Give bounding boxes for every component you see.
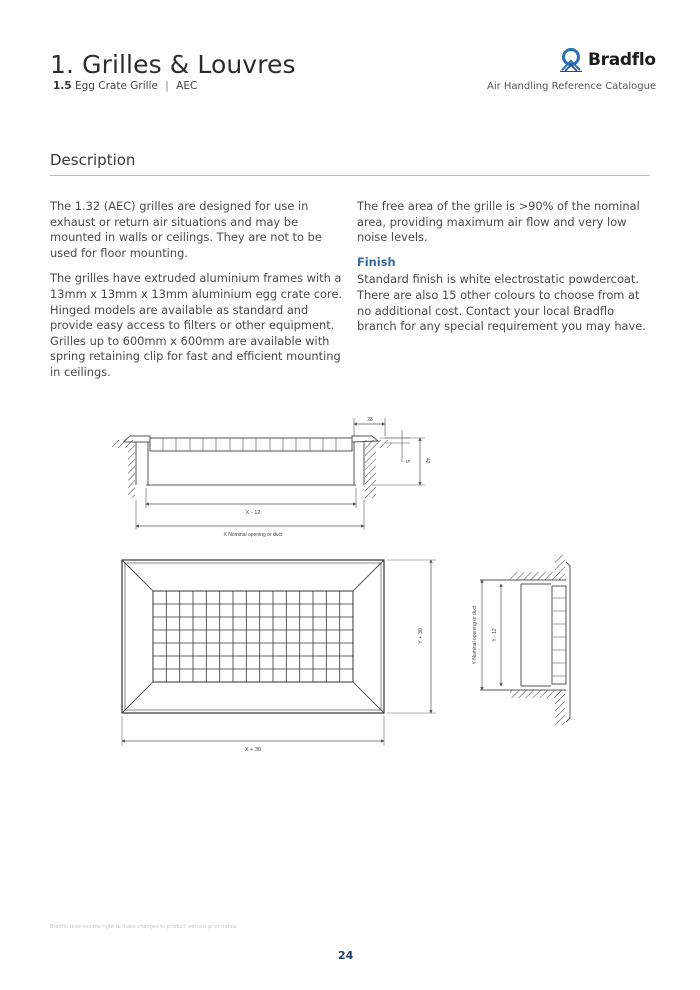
finish-paragraph: Standard finish is white electrostatic powdercoat. There are also 15 other colours to choose from at no additional cost. Contact your local Bradflo branch for any special requirement you may have. (357, 272, 646, 334)
dim-small-label: 5 (404, 460, 410, 463)
finish-heading: Finish (357, 254, 396, 269)
model-code: AEC (176, 80, 198, 92)
brand-logo (560, 48, 656, 72)
page-number: 24 (338, 949, 354, 962)
section-number: 1.5 (53, 80, 72, 92)
free-area-paragraph: The free area of the grille is >90% of the nominal area, providing maximum air flow and very low noise levels. (357, 199, 640, 245)
dim-flange-label: 28 (367, 417, 373, 423)
front-view (122, 560, 436, 746)
page-title: 1. Grilles & Louvres (50, 50, 296, 79)
dim-depth-label: 42 (424, 458, 430, 464)
section-subtitle (53, 80, 197, 92)
description-left-column (50, 199, 345, 391)
description-right-column (357, 199, 657, 345)
dim-side-inner-label: Y - 12 (492, 628, 498, 642)
heading-divider (50, 175, 650, 176)
description-heading: Description (50, 151, 136, 169)
disclaimer: Bradflo reserves the right to make changes to product without prior notice (50, 924, 237, 930)
bradflo-logo-icon (560, 48, 582, 72)
section-view (112, 418, 425, 530)
separator: | (165, 80, 169, 92)
section-name: Egg Crate Grille (74, 80, 158, 92)
dim-inner-width-label: X - 12 (245, 510, 261, 516)
dim-side-nominal-label: Y Nominal opening or duct (472, 605, 478, 665)
dim-front-width-label: X + 30 (244, 747, 262, 753)
description-paragraph: The grilles have extruded aluminium frames with a 13mm x 13mm x 13mm aluminium egg crate core. Hinged models are available as standard and provide easy access to filters or other equipment. Grilles up to 600mm x 600mm are available with spring retaining clip for fast and efficient mounting in ceilings. (50, 271, 342, 379)
brand-name: Bradflo (588, 50, 656, 70)
dim-nominal-width-label: X Nominal opening or duct (223, 532, 283, 538)
catalogue-name: Air Handling Reference Catalogue (487, 81, 657, 92)
dim-front-height-label: Y + 30 (418, 628, 424, 644)
technical-drawings (0, 380, 700, 780)
description-paragraph: The 1.32 (AEC) grilles are designed for use in exhaust or return air situations and may be mounted in walls or ceilings. They are not to be used for floor mounting. (50, 199, 322, 260)
